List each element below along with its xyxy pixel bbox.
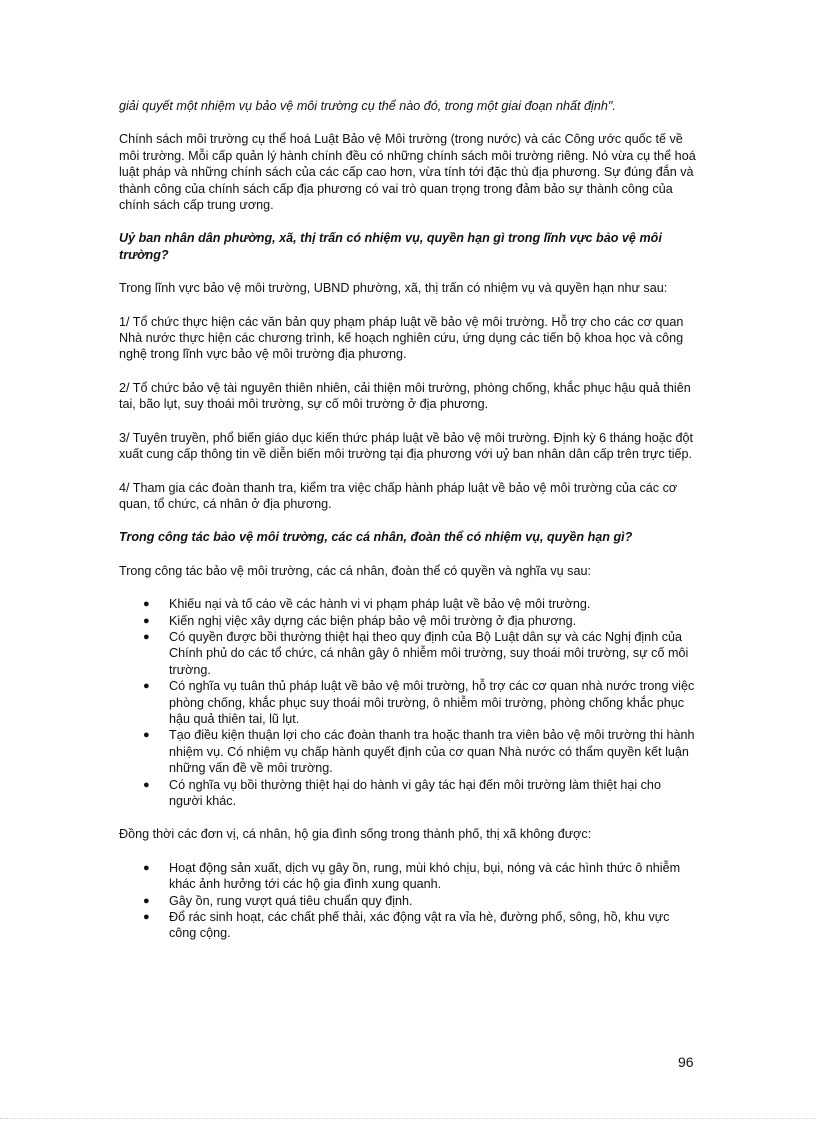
list-item-text: Đổ rác sinh hoạt, các chất phế thải, xác động vật ra vỉa hè, đường phố, sông, hồ, khu vực công cộng. <box>169 910 670 941</box>
page-number: 96 <box>678 1054 694 1070</box>
bullet-icon: ● <box>143 911 150 924</box>
bullet-icon: ● <box>143 894 150 907</box>
list-item <box>119 613 697 629</box>
list-item <box>119 596 697 612</box>
section-intro-committee: Trong lĩnh vực bảo vệ môi trường, UBND phường, xã, thị trấn có nhiệm vụ và quyền hạn như sau: <box>119 281 668 296</box>
list-item-text: Có nghĩa vụ bồi thường thiệt hại do hành vi gây tác hại đến môi trường làm thiệt hại cho người khác. <box>169 777 661 808</box>
bullet-icon: ● <box>143 861 150 874</box>
bullet-icon: ● <box>143 680 150 693</box>
list-item <box>119 678 697 727</box>
list-item <box>119 909 697 942</box>
numbered-item: 4/ Tham gia các đoàn thanh tra, kiểm tra việc chấp hành pháp luật về bảo vệ môi trường của các cơ quan, tổ chức, cá nhân ở địa phương. <box>119 480 678 511</box>
intro-quote: giải quyết một nhiệm vụ bảo vệ môi trường cụ thể nào đó, trong một giai đoạn nhất định". <box>119 99 616 113</box>
list-item <box>119 727 697 776</box>
list-item-text: Hoạt động sản xuất, dịch vụ gây ồn, rung, mùi khó chịu, bụi, nóng và các hình thức ô nhiễm khác ảnh hưởng tới các hộ gia đình xung quanh. <box>169 860 681 892</box>
bullet-icon: ● <box>143 729 150 742</box>
list-item-text: Có quyền được bồi thường thiệt hại theo quy định của Bộ Luật dân sự và các Nghị định của Chính phủ do các tổ chức, cá nhân gây ô nhiễm môi trường, suy thoái môi trường, sự cố môi trường. <box>169 629 689 677</box>
prohibition-intro: Đồng thời các đơn vị, cá nhân, hộ gia đình sống trong thành phố, thị xã không được: <box>119 827 592 842</box>
list-item <box>119 860 697 893</box>
list-item-text: Tạo điều kiện thuận lợi cho các đoàn thanh tra hoặc thanh tra viên bảo vệ môi trường thi hành nhiệm vụ. Có nhiệm vụ chấp hành quyết định của cơ quan Nhà nước có thẩm quyền kết luận những vấn đề về môi trường. <box>169 728 695 776</box>
section-heading-committee-duties: Uỷ ban nhân dân phường, xã, thị trấn có nhiệm vụ, quyền hạn gì trong lĩnh vực bảo vệ môi trường? <box>119 231 662 262</box>
bullet-icon: ● <box>143 778 150 791</box>
list-item-text: Có nghĩa vụ tuân thủ pháp luật về bảo vệ môi trường, hỗ trợ các cơ quan nhà nước trong việc phòng chống, khắc phục suy thoái môi trường, ô nhiễm môi trường, phòng chống khắc phục hậu quả thiên tai, lũ lụt. <box>169 679 695 726</box>
bullet-icon: ● <box>143 614 150 627</box>
page-bottom-divider <box>0 1118 816 1119</box>
list-item-text: Kiến nghị việc xây dựng các biện pháp bảo vệ môi trường ở địa phương. <box>169 613 577 628</box>
prohibited-activities-list <box>119 860 697 942</box>
list-item-text: Gây ồn, rung vượt quá tiêu chuẩn quy định. <box>169 893 413 908</box>
bullet-icon: ● <box>143 598 150 611</box>
list-item-text: Khiếu nại và tố cáo về các hành vi vi phạm pháp luật về bảo vệ môi trường. <box>169 597 591 612</box>
section-heading-individual-duties: Trong công tác bảo vệ môi trường, các cá nhân, đoàn thể có nhiệm vụ, quyền hạn gì? <box>119 530 633 545</box>
list-item <box>119 893 697 909</box>
rights-duties-list <box>119 596 697 809</box>
numbered-item: 1/ Tổ chức thực hiện các văn bản quy phạm pháp luật về bảo vệ môi trường. Hỗ trợ cho các cơ quan Nhà nước thực hiện các chương trình, kế hoạch nghiên cứu, ứng dụng các tiến bộ khoa học và công nghệ trong lĩnh vực bảo vệ môi trường địa phương. <box>119 314 684 362</box>
section-intro-individuals: Trong công tác bảo vệ môi trường, các cá nhân, đoàn thể có quyền và nghĩa vụ sau: <box>119 563 591 578</box>
bullet-icon: ● <box>143 630 150 643</box>
list-item <box>119 777 697 810</box>
list-item <box>119 629 697 678</box>
policy-paragraph: Chính sách môi trường cụ thể hoá Luật Bảo vệ Môi trường (trong nước) và các Công ước quốc tế về môi trường. Mỗi cấp quản lý hành chính đều có những chính sách môi trường riêng. Nó vừa cụ thể hoá luật pháp và những chính sách của các cấp cao hơn, vừa tính tới đặc thù địa phương. Sự đúng đắn và thành công của chính sách cấp địa phương có vai trò quan trọng trong đảm bảo sự thành công của chính sách cấp trung ương. <box>119 132 696 213</box>
numbered-item: 3/ Tuyên truyền, phổ biến giáo dục kiến thức pháp luật về bảo vệ môi trường. Định kỳ 6 tháng hoặc đột xuất cung cấp thông tin về diễn biến môi trường tại địa phương với uỷ ban nhân dân cấp trên trực tiếp. <box>119 430 694 462</box>
numbered-item: 2/ Tổ chức bảo vệ tài nguyên thiên nhiên, cải thiện môi trường, phòng chống, khắc phục hậu quả thiên tai, bão lụt, suy thoái môi trường, sự cố môi trường ở địa phương. <box>119 380 691 412</box>
document-page <box>119 98 697 959</box>
